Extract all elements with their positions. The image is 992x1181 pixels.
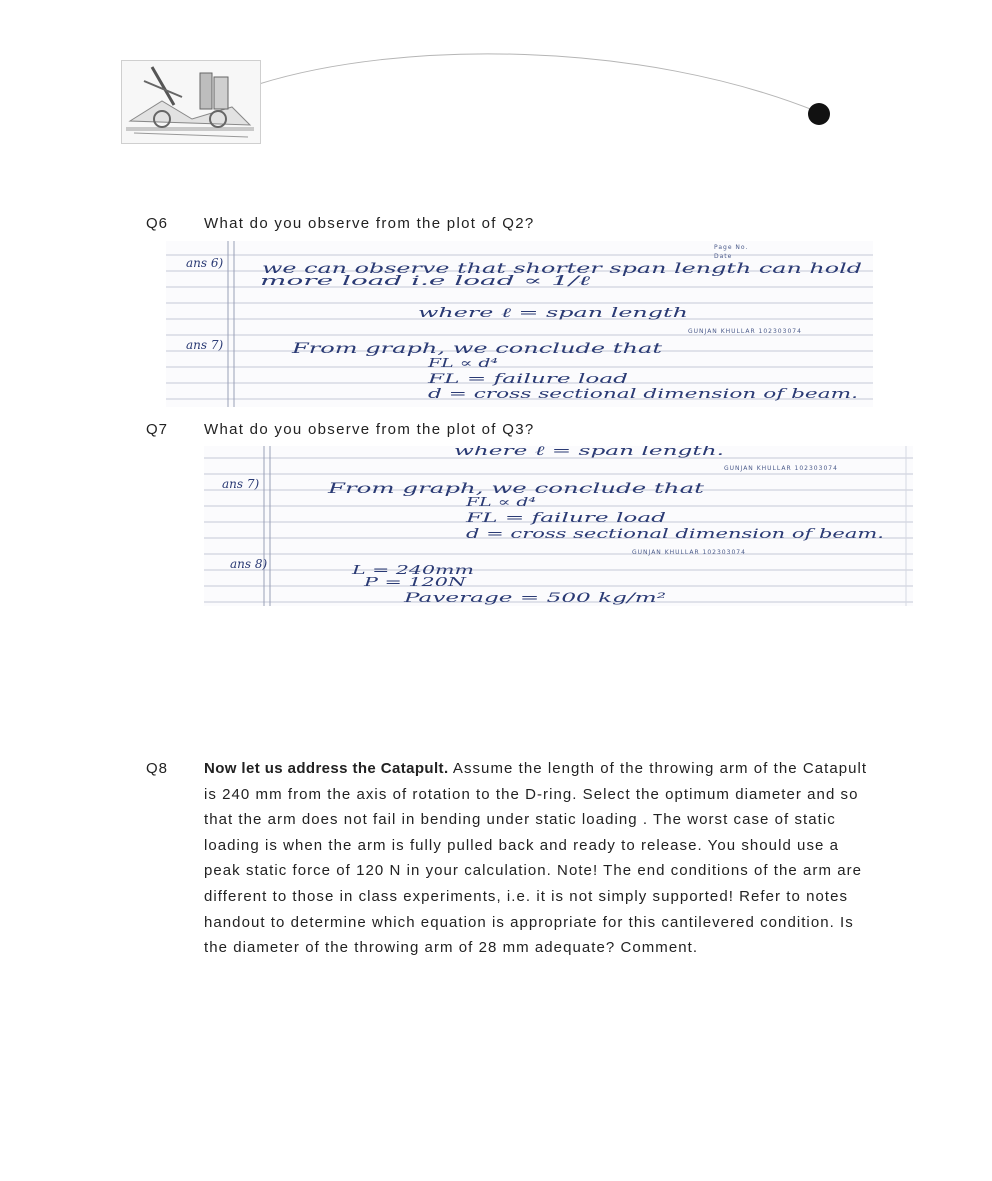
handwritten-line: more load i.e load ∝ 1/ℓ (260, 274, 592, 289)
header-dot (808, 103, 830, 125)
handwritten-line: L = 240mm (350, 563, 474, 577)
handwritten-answer-scan (166, 241, 873, 407)
student-signature: GUNJAN KHULLAR 102303074 (632, 549, 746, 556)
handwritten-line: d = cross sectional dimension of beam. (466, 527, 884, 542)
scan-tag: Page No. (714, 244, 749, 251)
answer-label: ans 8) (230, 557, 268, 571)
question-number: Q7 (146, 421, 169, 438)
handwritten-line: From graph, we conclude that (290, 341, 663, 357)
answer-label: ans 7) (186, 338, 224, 352)
handwritten-line: we can observe that shorter span length can hold (262, 261, 863, 277)
handwritten-answer-scan (204, 446, 913, 606)
handwritten-line: where ℓ = span length. (454, 446, 724, 459)
handwritten-line: FL = failure load (426, 372, 628, 387)
question-bold-lead: Now let us address the Catapult. (204, 760, 449, 777)
answer-label: ans 7) (222, 477, 260, 491)
handwritten-line: Paverage = 500 kg/m² (402, 591, 666, 606)
question-text: What do you observe from the plot of Q3? (204, 421, 535, 438)
scan-tag: Date (714, 253, 733, 260)
handwritten-line: where ℓ = span length (418, 306, 688, 321)
handwritten-line: From graph, we conclude that (326, 481, 705, 497)
catapult-sketch-icon (121, 60, 261, 144)
student-signature: GUNJAN KHULLAR 102303074 (724, 465, 838, 472)
handwritten-line: d = cross sectional dimension of beam. (428, 387, 858, 402)
question-paragraph (204, 756, 876, 961)
question-text: What do you observe from the plot of Q2? (204, 215, 535, 232)
handwritten-line: FL = failure load (464, 511, 666, 526)
student-signature: GUNJAN KHULLAR 102303074 (688, 328, 802, 335)
handwritten-line: FL ∝ d⁴ (464, 495, 537, 509)
handwritten-line: FL ∝ d⁴ (426, 356, 499, 370)
question-text: Assume the length of the throwing arm of the Catapult is 240 mm from the axis of rotation to the D-ring. Select the optimum diameter and so that the arm does not fail in bending under static loading . The worst case of static loading is when the arm is fully pulled back and ready to release. You should use a peak static force of 120 N in your calculation. Note! The end conditions of the arm are different to those in class experiments, i.e. it is not simply supported! Refer to notes handout to determine which equation is appropriate for this cantilevered condition. Is the diameter of the throwing arm of 28 mm adequate? Comment. (204, 760, 868, 957)
answer-label: ans 6) (186, 256, 224, 270)
question-number: Q8 (146, 760, 169, 777)
question-number: Q6 (146, 215, 169, 232)
handwritten-line: P = 120N (362, 575, 467, 589)
